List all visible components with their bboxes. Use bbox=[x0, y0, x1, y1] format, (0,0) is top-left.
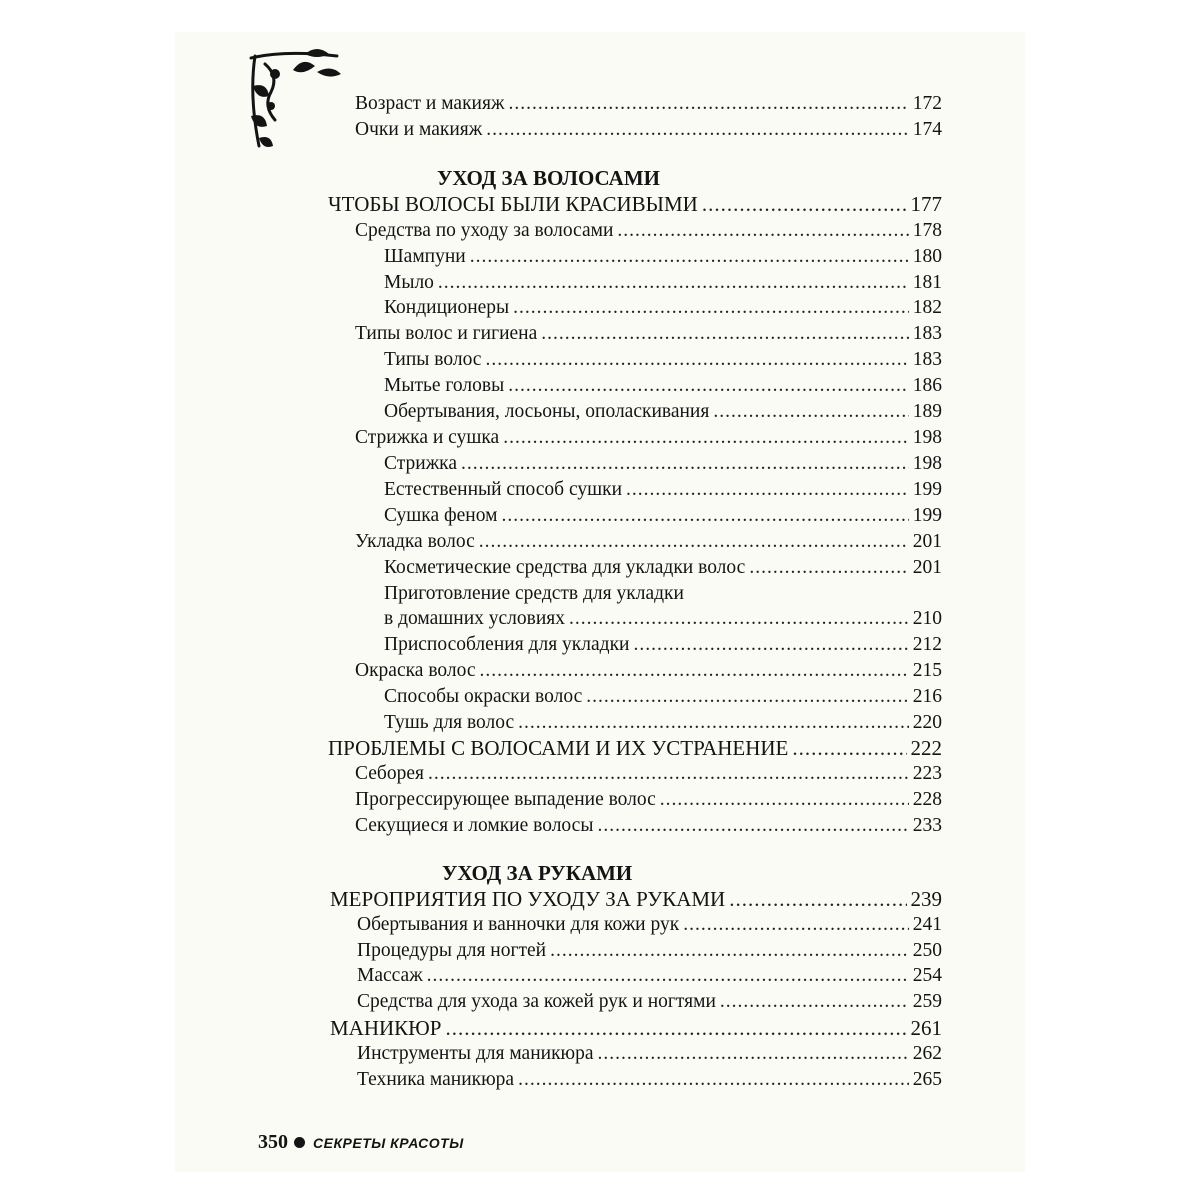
toc-entry-page: 198 bbox=[912, 427, 942, 448]
dot-leader bbox=[633, 633, 908, 657]
dot-leader bbox=[792, 736, 906, 760]
toc-entry bbox=[384, 271, 942, 295]
dot-leader bbox=[427, 964, 909, 988]
toc-entry-page: 223 bbox=[912, 763, 942, 784]
toc-entry-title: Типы волос и гигиена bbox=[355, 323, 538, 344]
toc-entry-page: 177 bbox=[910, 192, 942, 216]
toc-entry-title: Стрижка bbox=[384, 453, 458, 474]
toc-entry-title: Массаж bbox=[357, 965, 423, 986]
toc-entry-title: в домашних условиях bbox=[384, 608, 566, 629]
toc-entry-title: МАНИКЮР bbox=[330, 1016, 442, 1040]
dot-leader bbox=[713, 400, 908, 424]
toc-entry-title: ЧТОБЫ ВОЛОСЫ БЫЛИ КРАСИВЫМИ bbox=[328, 192, 698, 216]
dot-leader bbox=[597, 814, 908, 838]
toc-entry-page: 186 bbox=[912, 375, 942, 396]
toc-entry bbox=[355, 814, 942, 838]
toc-entry bbox=[384, 711, 942, 735]
toc-entry-page: 178 bbox=[912, 220, 942, 241]
toc-entry-title: Приспособления для укладки bbox=[384, 634, 630, 655]
toc-entry bbox=[357, 939, 942, 963]
toc-entry-page: 220 bbox=[912, 712, 942, 733]
toc-entry bbox=[355, 530, 942, 554]
section-heading-hair: УХОД ЗА ВОЛОСАМИ bbox=[437, 166, 660, 190]
toc-entry bbox=[355, 426, 942, 450]
toc-entry-title: МЕРОПРИЯТИЯ ПО УХОДУ ЗА РУКАМИ bbox=[330, 887, 726, 911]
toc-entry-title: Шампуни bbox=[384, 246, 466, 267]
toc-entry bbox=[357, 913, 942, 937]
toc-entry-page: 261 bbox=[910, 1016, 942, 1040]
toc-entry-title: Стрижка и сушка bbox=[355, 427, 500, 448]
dot-leader bbox=[513, 296, 909, 320]
toc-entry-page: 201 bbox=[912, 557, 942, 578]
toc-entry bbox=[384, 348, 942, 372]
toc-entry-page: 215 bbox=[912, 660, 942, 681]
toc-entry-page: 183 bbox=[912, 323, 942, 344]
dot-leader bbox=[501, 504, 908, 528]
toc-entry-title: Мыло bbox=[384, 272, 434, 293]
toc-chapter bbox=[328, 192, 942, 216]
toc-entry-title: Косметические средства для укладки волос bbox=[384, 557, 746, 578]
toc-entry-page: 212 bbox=[912, 634, 942, 655]
toc-entry-title: Сушка феном bbox=[384, 505, 498, 526]
dot-leader bbox=[508, 374, 909, 398]
dot-leader bbox=[720, 990, 909, 1014]
toc-entry bbox=[355, 219, 942, 243]
toc-entry bbox=[355, 788, 942, 812]
dot-leader bbox=[626, 478, 909, 502]
running-title: СЕКРЕТЫ КРАСОТЫ bbox=[313, 1134, 464, 1151]
dot-leader bbox=[470, 245, 909, 269]
toc-entry bbox=[355, 762, 942, 786]
toc-entry-page: 199 bbox=[912, 479, 942, 500]
toc-entry-title: Естественный способ сушки bbox=[384, 479, 623, 500]
toc-entry-page: 181 bbox=[912, 272, 942, 293]
dot-leader bbox=[617, 219, 908, 243]
dot-leader bbox=[508, 92, 908, 116]
dot-leader bbox=[486, 118, 909, 142]
dot-leader bbox=[749, 556, 908, 580]
dot-leader bbox=[479, 530, 909, 554]
toc-entry bbox=[384, 478, 942, 502]
toc-entry-title: Возраст и макияж bbox=[355, 93, 505, 114]
dot-leader bbox=[445, 1016, 906, 1040]
toc-entry-title: ПРОБЛЕМЫ С ВОЛОСАМИ И ИХ УСТРАНЕНИЕ bbox=[328, 736, 789, 760]
toc-entry bbox=[384, 245, 942, 269]
toc-entry-page: 189 bbox=[912, 401, 942, 422]
toc-entry-title: Очки и макияж bbox=[355, 119, 483, 140]
toc-entry-title: Прогрессирующее выпадение волос bbox=[355, 789, 656, 810]
toc-entry bbox=[357, 1042, 942, 1066]
toc-entry-page: 239 bbox=[910, 887, 942, 911]
toc-entry-title: Окраска волос bbox=[355, 660, 476, 681]
toc-entry-page: 222 bbox=[910, 736, 942, 760]
dot-leader bbox=[461, 452, 909, 476]
toc-entry-title: Секущиеся и ломкие волосы bbox=[355, 815, 594, 836]
toc-entry bbox=[384, 296, 942, 320]
toc-entry bbox=[384, 607, 942, 631]
toc-entry-title: Средства по уходу за волосами bbox=[355, 220, 614, 241]
toc-entry-page: 201 bbox=[912, 531, 942, 552]
dot-leader bbox=[503, 426, 909, 450]
toc-entry-page: 180 bbox=[912, 246, 942, 267]
toc-entry bbox=[384, 452, 942, 476]
dot-leader bbox=[480, 659, 909, 683]
toc-entry bbox=[355, 92, 942, 116]
toc-entry-page: 210 bbox=[912, 608, 942, 629]
toc-entry bbox=[384, 685, 942, 709]
dot-leader bbox=[541, 322, 908, 346]
toc-entry-title: Техника маникюра bbox=[357, 1069, 515, 1090]
dot-leader bbox=[660, 788, 909, 812]
toc-chapter bbox=[328, 736, 942, 760]
toc-entry-page: 182 bbox=[912, 297, 942, 318]
toc-entry-title: Инструменты для маникюра bbox=[357, 1043, 594, 1064]
toc-entry-page: 254 bbox=[912, 965, 942, 986]
toc-entry bbox=[384, 400, 942, 424]
dot-leader bbox=[729, 887, 906, 911]
toc-entry-page: 174 bbox=[912, 119, 942, 140]
dot-leader bbox=[518, 711, 909, 735]
toc-chapter bbox=[330, 1016, 942, 1040]
toc-entry bbox=[384, 374, 942, 398]
toc-entry-page: 250 bbox=[912, 940, 942, 961]
dot-leader bbox=[485, 348, 908, 372]
dot-leader bbox=[569, 607, 909, 631]
toc-entry bbox=[384, 556, 942, 580]
toc-entry-page: 241 bbox=[912, 914, 942, 935]
toc-entry bbox=[384, 633, 942, 657]
toc-entry-title: Средства для ухода за кожей рук и ногтями bbox=[357, 991, 716, 1012]
dot-leader bbox=[598, 1042, 909, 1066]
toc-entry bbox=[355, 322, 942, 346]
toc-entry bbox=[357, 990, 942, 1014]
dot-leader bbox=[550, 939, 909, 963]
toc-entry-page: 265 bbox=[912, 1069, 942, 1090]
toc-entry-page: 259 bbox=[912, 991, 942, 1012]
toc-entry-page: 233 bbox=[912, 815, 942, 836]
toc-entry-title: Мытье головы bbox=[384, 375, 505, 396]
dot-leader bbox=[428, 762, 909, 786]
bullet-icon bbox=[294, 1137, 305, 1148]
toc-entry-title-line: Приготовление средств для укладки bbox=[384, 583, 684, 604]
toc-entry-page: 228 bbox=[912, 789, 942, 810]
toc-entry bbox=[355, 659, 942, 683]
toc-entry bbox=[355, 118, 942, 142]
toc-entry-title: Кондиционеры bbox=[384, 297, 510, 318]
dot-leader bbox=[702, 192, 907, 216]
toc-entry-title: Обертывания, лосьоны, ополаскивания bbox=[384, 401, 710, 422]
toc-entry-title: Процедуры для ногтей bbox=[357, 940, 547, 961]
toc-entry bbox=[357, 964, 942, 988]
toc-entry-page: 199 bbox=[912, 505, 942, 526]
toc-entry-page: 216 bbox=[912, 686, 942, 707]
dot-leader bbox=[438, 271, 909, 295]
dot-leader bbox=[586, 685, 909, 709]
toc-entry-title: Обертывания и ванночки для кожи рук bbox=[357, 914, 680, 935]
toc-entry-page: 262 bbox=[912, 1043, 942, 1064]
toc-chapter bbox=[330, 887, 942, 911]
dot-leader bbox=[683, 913, 909, 937]
dot-leader bbox=[518, 1068, 909, 1092]
toc-entry-page: 183 bbox=[912, 349, 942, 370]
toc-entry bbox=[357, 1068, 942, 1092]
toc-entry-page: 172 bbox=[912, 93, 942, 114]
toc-entry bbox=[384, 504, 942, 528]
section-heading-hands: УХОД ЗА РУКАМИ bbox=[442, 861, 633, 885]
toc-entry-title: Способы окраски волос bbox=[384, 686, 583, 707]
toc-entry-title: Типы волос bbox=[384, 349, 482, 370]
page-number: 350 bbox=[258, 1131, 288, 1153]
toc-entry-page: 198 bbox=[912, 453, 942, 474]
toc-entry-title: Укладка волос bbox=[355, 531, 475, 552]
toc-entry-title: Тушь для волос bbox=[384, 712, 515, 733]
page-footer bbox=[258, 1131, 464, 1154]
toc-entry-title: Себорея bbox=[355, 763, 424, 784]
